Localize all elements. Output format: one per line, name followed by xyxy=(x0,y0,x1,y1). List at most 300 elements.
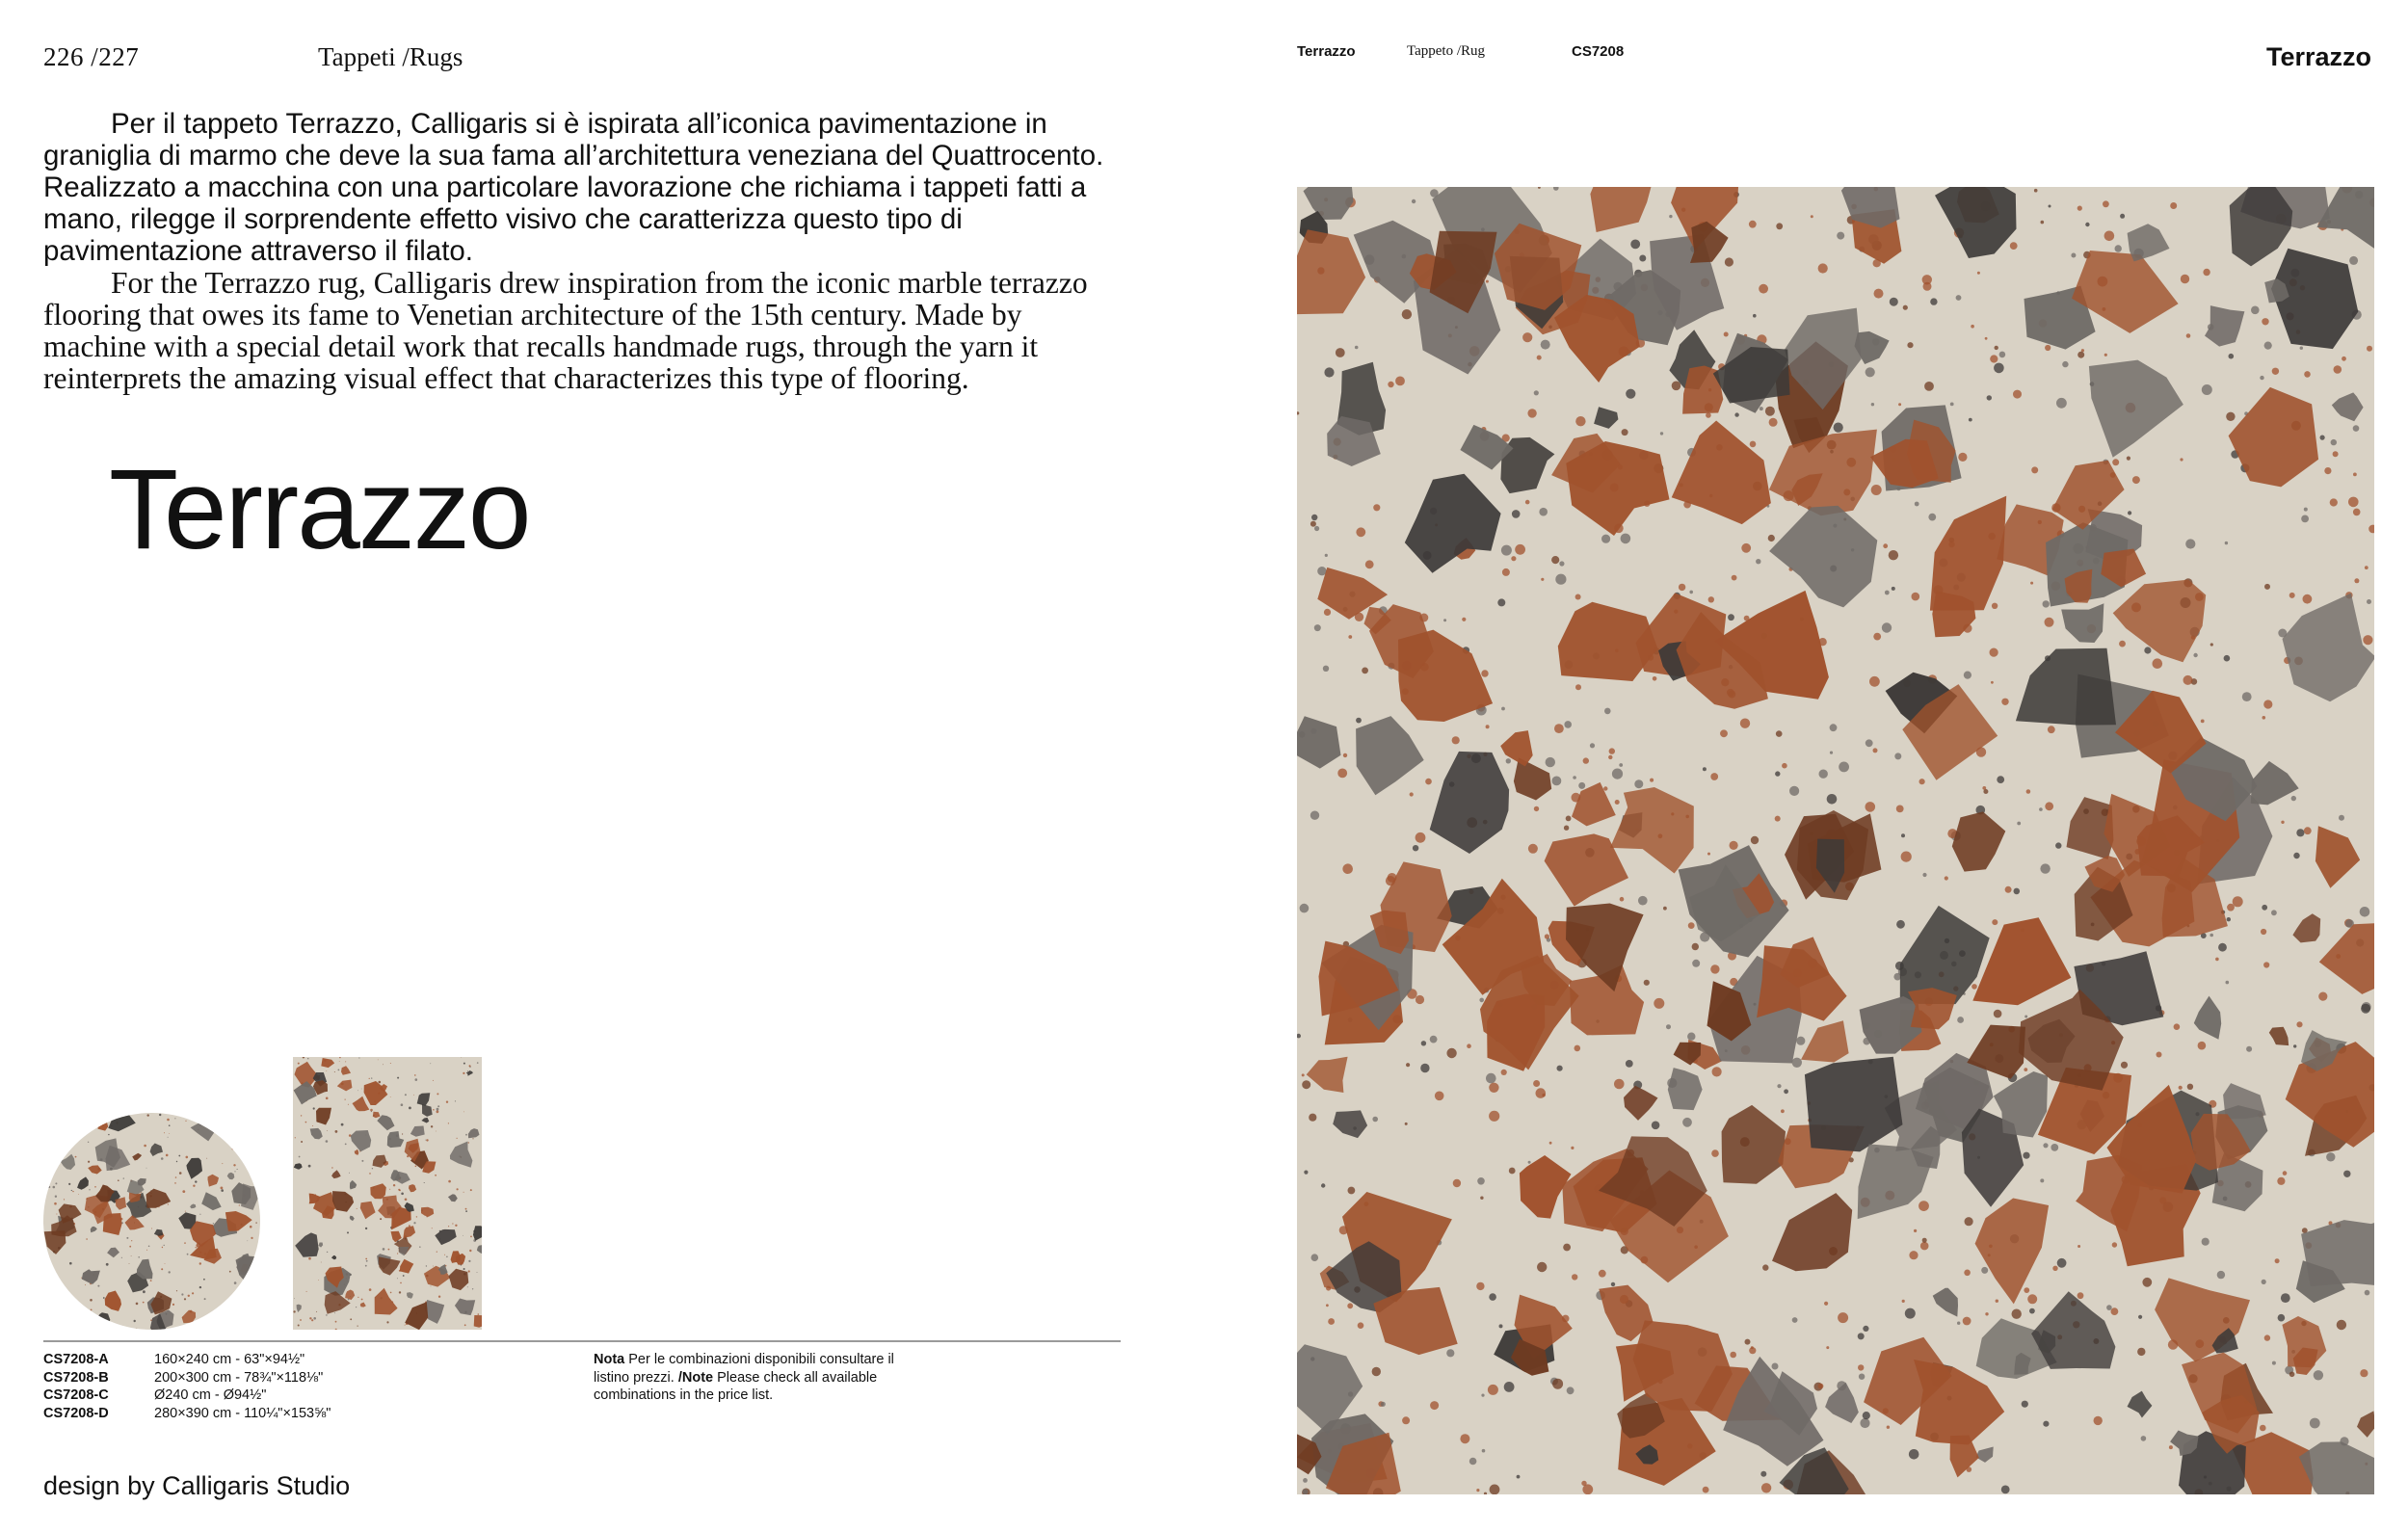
terrazzo-speck xyxy=(463,1192,464,1193)
terrazzo-speck xyxy=(1581,1481,1586,1486)
terrazzo-speck xyxy=(2301,515,2309,523)
terrazzo-speck xyxy=(2304,508,2308,512)
terrazzo-speck xyxy=(146,1168,147,1169)
terrazzo-speck xyxy=(2304,371,2311,378)
terrazzo-speck xyxy=(399,1190,401,1192)
terrazzo-speck xyxy=(307,1058,308,1059)
terrazzo-chip xyxy=(253,1122,260,1129)
terrazzo-speck xyxy=(293,1310,295,1312)
terrazzo-speck xyxy=(55,1182,57,1184)
terrazzo-speck xyxy=(1919,779,1925,784)
terrazzo-speck xyxy=(1608,755,1612,759)
terrazzo-speck xyxy=(2104,231,2115,242)
terrazzo-chip xyxy=(223,1306,227,1310)
terrazzo-speck xyxy=(401,1103,404,1106)
terrazzo-speck xyxy=(1956,295,1962,301)
spec-size: 200×300 cm - 78¾"×118⅛" xyxy=(154,1369,324,1386)
terrazzo-speck xyxy=(143,1290,146,1293)
terrazzo-speck xyxy=(2363,635,2372,645)
terrazzo-speck xyxy=(196,1247,197,1248)
terrazzo-speck xyxy=(358,1058,359,1059)
terrazzo-speck xyxy=(1522,332,1532,342)
terrazzo-speck xyxy=(2354,578,2359,583)
terrazzo-speck xyxy=(1792,1317,1798,1323)
terrazzo-speck xyxy=(1563,1244,1571,1252)
terrazzo-speck xyxy=(88,1142,89,1143)
terrazzo-speck xyxy=(2141,1436,2147,1441)
terrazzo-speck xyxy=(1963,1317,1971,1326)
terrazzo-speck xyxy=(174,1118,175,1119)
terrazzo-speck xyxy=(252,1113,254,1115)
terrazzo-speck xyxy=(1358,1322,1364,1329)
terrazzo-speck xyxy=(1302,1080,1310,1089)
terrazzo-speck xyxy=(1725,257,1733,266)
terrazzo-speck xyxy=(399,1291,401,1293)
terrazzo-speck xyxy=(2210,643,2213,646)
note xyxy=(594,1351,912,1405)
terrazzo-speck xyxy=(1964,1270,1971,1277)
section-label: Tappeti /Rugs xyxy=(318,42,463,71)
note-text-it: Per le combinazioni disponibili consultare il listino prezzi. xyxy=(594,1352,894,1386)
terrazzo-speck xyxy=(1890,298,1898,306)
terrazzo-speck xyxy=(1372,1117,1378,1123)
terrazzo-speck xyxy=(1348,635,1352,639)
terrazzo-speck xyxy=(1784,1089,1788,1094)
terrazzo-speck xyxy=(251,1298,252,1299)
terrazzo-speck xyxy=(1922,275,1932,284)
terrazzo-speck xyxy=(62,1113,63,1114)
terrazzo-speck xyxy=(347,1231,349,1233)
terrazzo-speck xyxy=(1957,1322,1960,1325)
terrazzo-speck xyxy=(350,1318,352,1320)
terrazzo-speck xyxy=(361,1089,362,1090)
terrazzo-speck xyxy=(2112,1242,2117,1247)
terrazzo-speck xyxy=(1945,876,1948,880)
terrazzo-speck xyxy=(312,1125,313,1126)
terrazzo-speck xyxy=(247,1240,248,1241)
terrazzo-speck xyxy=(370,1109,373,1112)
terrazzo-speck xyxy=(2014,888,2021,895)
terrazzo-speck xyxy=(204,1298,206,1300)
terrazzo-speck xyxy=(463,1072,464,1074)
terrazzo-speck xyxy=(1476,1489,1479,1492)
terrazzo-speck xyxy=(234,1171,235,1172)
terrazzo-speck xyxy=(298,1325,300,1327)
terrazzo-speck xyxy=(1990,355,1998,362)
terrazzo-speck xyxy=(361,1299,363,1301)
terrazzo-speck xyxy=(318,1280,319,1281)
terrazzo-speck xyxy=(2041,221,2045,225)
terrazzo-speck xyxy=(326,1097,329,1100)
terrazzo-speck xyxy=(463,1063,465,1065)
terrazzo-speck xyxy=(1896,920,1905,929)
terrazzo-speck xyxy=(1893,973,1901,981)
terrazzo-speck xyxy=(2275,1258,2280,1263)
terrazzo-speck xyxy=(1323,666,1329,672)
terrazzo-speck xyxy=(79,1138,81,1140)
terrazzo-speck xyxy=(129,1246,131,1248)
terrazzo-speck xyxy=(334,1312,335,1313)
terrazzo-speck xyxy=(1552,777,1562,786)
terrazzo-speck xyxy=(222,1163,223,1164)
terrazzo-speck xyxy=(164,1245,165,1246)
terrazzo-speck xyxy=(331,1167,332,1168)
terrazzo-speck xyxy=(1885,591,1890,595)
terrazzo-speck xyxy=(1497,598,1505,606)
terrazzo-speck xyxy=(71,1190,72,1191)
terrazzo-speck xyxy=(86,1238,88,1240)
terrazzo-speck xyxy=(2180,458,2183,461)
terrazzo-speck xyxy=(106,1263,109,1266)
terrazzo-speck xyxy=(1501,1070,1507,1075)
terrazzo-speck xyxy=(1567,1387,1574,1394)
terrazzo-speck xyxy=(1830,724,1838,731)
terrazzo-speck xyxy=(2115,245,2122,251)
terrazzo-speck xyxy=(1430,1401,1439,1410)
terrazzo-speck xyxy=(2027,1294,2037,1304)
terrazzo-speck xyxy=(1692,960,1700,967)
terrazzo-chip xyxy=(50,1285,62,1298)
terrazzo-speck xyxy=(1501,545,1512,556)
terrazzo-speck xyxy=(254,1116,255,1117)
terrazzo-speck xyxy=(65,1299,66,1300)
terrazzo-speck xyxy=(1896,806,1904,813)
terrazzo-speck xyxy=(55,1196,57,1198)
terrazzo-speck xyxy=(2233,896,2243,907)
terrazzo-speck xyxy=(1985,1312,1988,1315)
terrazzo-speck xyxy=(2278,1314,2286,1322)
terrazzo-speck xyxy=(413,1222,415,1224)
terrazzo-speck xyxy=(85,1284,86,1285)
terrazzo-speck xyxy=(188,1118,189,1119)
terrazzo-speck xyxy=(470,1236,472,1238)
terrazzo-speck xyxy=(136,1303,139,1306)
terrazzo-chip xyxy=(248,1142,259,1159)
terrazzo-speck xyxy=(469,1250,471,1252)
terrazzo-speck xyxy=(1765,407,1775,416)
terrazzo-speck xyxy=(2218,943,2227,952)
terrazzo-speck xyxy=(143,1302,145,1304)
terrazzo-speck xyxy=(2314,1370,2323,1380)
terrazzo-speck xyxy=(2013,390,2022,399)
terrazzo-speck xyxy=(1751,836,1759,844)
terrazzo-speck xyxy=(2353,473,2357,477)
terrazzo-speck xyxy=(436,1131,437,1132)
terrazzo-speck xyxy=(390,1292,392,1294)
terrazzo-speck xyxy=(1336,348,1345,357)
terrazzo-speck xyxy=(345,1061,346,1062)
terrazzo-speck xyxy=(1858,1333,1865,1339)
terrazzo-speck xyxy=(457,1138,458,1139)
terrazzo-speck xyxy=(463,1268,465,1270)
terrazzo-speck xyxy=(1653,676,1657,681)
terrazzo-speck xyxy=(1781,1109,1785,1113)
terrazzo-speck xyxy=(366,1260,368,1262)
terrazzo-speck xyxy=(131,1240,132,1241)
terrazzo-speck xyxy=(2077,206,2082,211)
right-page-title: Terrazzo xyxy=(2265,42,2371,71)
terrazzo-speck xyxy=(2012,1309,2022,1319)
terrazzo-speck xyxy=(397,1278,398,1279)
terrazzo-speck xyxy=(2360,1369,2368,1377)
terrazzo-speck xyxy=(50,1281,51,1282)
terrazzo-speck xyxy=(203,1279,205,1281)
terrazzo-speck xyxy=(1566,816,1572,822)
terrazzo-speck xyxy=(2119,641,2126,647)
terrazzo-speck xyxy=(1413,845,1418,851)
terrazzo-speck xyxy=(1541,578,1544,581)
terrazzo-speck xyxy=(1583,757,1589,763)
terrazzo-speck xyxy=(365,1258,367,1260)
terrazzo-speck xyxy=(1883,543,1888,548)
terrazzo-speck xyxy=(199,1286,201,1288)
terrazzo-speck xyxy=(1898,403,1901,406)
terrazzo-speck xyxy=(169,1133,170,1134)
terrazzo-speck xyxy=(2010,242,2018,250)
spec-code: CS7208-D xyxy=(43,1405,109,1421)
terrazzo-speck xyxy=(221,1187,224,1190)
terrazzo-speck xyxy=(1750,441,1757,448)
terrazzo-speck xyxy=(2263,700,2272,708)
terrazzo-speck xyxy=(1324,609,1331,616)
terrazzo-speck xyxy=(2049,205,2051,208)
intro-italian: Per il tappeto Terrazzo, Calligaris si è ispirata all’iconica pavimentazione in graniglia di marmo che deve la sua fama all’architettura veneziana del Quattrocento. Realizzato a macchina con una particolare lavorazione che richiama i tappeti fatti a mano, rilegge il sorprendente effetto visivo che caratterizza questo tipo di pavimentazione attraverso il filato. xyxy=(43,108,1104,267)
terrazzo-speck xyxy=(1995,346,1998,350)
terrazzo-speck xyxy=(2271,910,2277,915)
terrazzo-speck xyxy=(402,1133,403,1134)
terrazzo-speck xyxy=(463,1112,464,1113)
terrazzo-speck xyxy=(176,1290,177,1291)
terrazzo-speck xyxy=(1311,1254,1319,1261)
terrazzo-speck xyxy=(2052,1266,2057,1271)
terrazzo-speck xyxy=(1994,1010,2002,1018)
terrazzo-speck xyxy=(1751,1346,1754,1349)
terrazzo-speck xyxy=(1830,752,1833,754)
terrazzo-speck xyxy=(2026,789,2031,794)
terrazzo-speck xyxy=(1402,1416,1410,1424)
terrazzo-speck xyxy=(75,1156,77,1158)
terrazzo-speck xyxy=(1824,1302,1828,1306)
terrazzo-speck xyxy=(239,1204,240,1205)
terrazzo-speck xyxy=(1324,367,1334,377)
terrazzo-speck xyxy=(1777,1084,1781,1088)
terrazzo-speck xyxy=(1425,779,1432,785)
terrazzo-speck xyxy=(2055,842,2061,848)
spec-code: CS7208-A xyxy=(43,1352,109,1367)
terrazzo-speck xyxy=(1421,1041,1426,1045)
terrazzo-speck xyxy=(1863,1326,1868,1332)
terrazzo-speck xyxy=(2048,726,2055,733)
terrazzo-speck xyxy=(229,1271,231,1273)
terrazzo-speck xyxy=(1528,1161,1531,1164)
terrazzo-speck xyxy=(65,1301,66,1302)
terrazzo-speck xyxy=(1756,559,1760,564)
terrazzo-speck xyxy=(1981,1267,1988,1274)
terrazzo-speck xyxy=(1874,289,1884,299)
terrazzo-speck xyxy=(426,1139,428,1141)
terrazzo-speck xyxy=(2261,929,2266,935)
terrazzo-speck xyxy=(327,1252,328,1253)
terrazzo-speck xyxy=(1724,332,1729,337)
terrazzo-speck xyxy=(2303,594,2313,604)
terrazzo-speck xyxy=(1866,367,1875,377)
terrazzo-speck xyxy=(1555,574,1566,585)
terrazzo-speck xyxy=(1912,593,1920,601)
terrazzo-speck xyxy=(1990,648,1998,657)
terrazzo-speck xyxy=(2024,1287,2029,1293)
terrazzo-speck xyxy=(2085,223,2089,226)
terrazzo-speck xyxy=(2367,599,2371,604)
terrazzo-speck xyxy=(172,1304,174,1306)
terrazzo-speck xyxy=(311,1319,313,1321)
terrazzo-speck xyxy=(1337,769,1347,779)
terrazzo-speck xyxy=(1326,1304,1329,1307)
terrazzo-speck xyxy=(2300,347,2303,350)
terrazzo-speck xyxy=(1347,1303,1353,1308)
terrazzo-speck xyxy=(321,1262,322,1263)
terrazzo-speck xyxy=(2111,1307,2119,1315)
terrazzo-speck xyxy=(1310,521,1316,527)
terrazzo-speck xyxy=(2001,1486,2010,1494)
terrazzo-speck xyxy=(478,1313,480,1315)
terrazzo-speck xyxy=(2157,1052,2162,1058)
terrazzo-speck xyxy=(1749,221,1757,228)
terrazzo-speck xyxy=(380,1218,382,1220)
terrazzo-speck xyxy=(199,1262,201,1264)
terrazzo-speck xyxy=(1430,1036,1438,1043)
terrazzo-speck xyxy=(448,1180,451,1183)
terrazzo-speck xyxy=(2051,1144,2058,1151)
terrazzo-speck xyxy=(1634,779,1643,788)
terrazzo-speck xyxy=(206,1329,208,1331)
terrazzo-speck xyxy=(2272,368,2279,375)
terrazzo-speck xyxy=(1614,1079,1625,1090)
terrazzo-speck xyxy=(1564,826,1569,831)
terrazzo-speck xyxy=(357,1090,358,1091)
terrazzo-speck xyxy=(2224,655,2231,662)
terrazzo-speck xyxy=(1871,485,1882,495)
terrazzo-speck xyxy=(118,1179,119,1181)
terrazzo-speck xyxy=(1663,907,1667,911)
terrazzo-speck xyxy=(433,1080,434,1081)
terrazzo-speck xyxy=(1708,596,1714,602)
terrazzo-speck xyxy=(431,1286,432,1287)
terrazzo-speck xyxy=(1776,730,1783,737)
terrazzo-speck xyxy=(175,1176,177,1178)
terrazzo-speck xyxy=(2183,675,2193,685)
terrazzo-speck xyxy=(1575,416,1585,426)
terrazzo-speck xyxy=(2365,1290,2370,1296)
terrazzo-speck xyxy=(215,1321,218,1324)
terrazzo-speck xyxy=(2137,1348,2145,1356)
terrazzo-speck xyxy=(1914,1229,1917,1232)
terrazzo-speck xyxy=(1406,1063,1410,1067)
terrazzo-speck xyxy=(405,1325,406,1326)
terrazzo-speck xyxy=(1839,762,1849,773)
terrazzo-speck xyxy=(1405,1123,1408,1125)
terrazzo-speck xyxy=(397,1253,398,1254)
terrazzo-speck xyxy=(1819,770,1828,779)
terrazzo-speck xyxy=(1536,1088,1547,1098)
terrazzo-speck xyxy=(1420,1064,1429,1072)
terrazzo-speck xyxy=(1922,873,1926,877)
terrazzo-speck xyxy=(2226,412,2235,421)
terrazzo-speck xyxy=(2264,584,2270,590)
terrazzo-speck xyxy=(2262,1280,2266,1284)
terrazzo-speck xyxy=(1356,718,1362,724)
rectangular-rug-thumbnail xyxy=(293,1057,482,1330)
terrazzo-speck xyxy=(1355,346,1359,350)
terrazzo-speck xyxy=(1511,556,1516,561)
terrazzo-speck xyxy=(1604,708,1611,715)
terrazzo-speck xyxy=(465,1134,467,1136)
terrazzo-speck xyxy=(129,1114,131,1116)
terrazzo-speck xyxy=(1734,412,1738,416)
terrazzo-speck xyxy=(1985,337,1988,340)
terrazzo-speck xyxy=(2217,1271,2225,1279)
terrazzo-speck xyxy=(184,1298,186,1300)
terrazzo-speck xyxy=(91,1309,93,1311)
spec-divider xyxy=(43,1340,1121,1342)
terrazzo-speck xyxy=(389,1189,390,1190)
terrazzo-speck xyxy=(1534,806,1539,811)
terrazzo-speck xyxy=(1612,769,1623,779)
terrazzo-speck xyxy=(316,1311,317,1312)
terrazzo-speck xyxy=(446,1256,448,1258)
terrazzo-speck xyxy=(1362,668,1368,674)
terrazzo-speck xyxy=(1309,1114,1316,1122)
terrazzo-speck xyxy=(48,1186,50,1188)
terrazzo-speck xyxy=(1578,782,1585,789)
spec-row xyxy=(43,1387,331,1405)
terrazzo-speck xyxy=(1486,725,1490,728)
terrazzo-speck xyxy=(1489,1111,1499,1122)
terrazzo-speck xyxy=(161,1268,163,1270)
terrazzo-speck xyxy=(415,1166,417,1168)
terrazzo-speck xyxy=(334,1071,335,1072)
terrazzo-speck xyxy=(386,1321,388,1323)
terrazzo-speck xyxy=(164,1132,165,1133)
terrazzo-speck xyxy=(1489,1293,1496,1301)
terrazzo-speck xyxy=(472,1288,473,1289)
terrazzo-speck xyxy=(1760,407,1763,410)
terrazzo-speck xyxy=(2360,907,2370,917)
product-title: Terrazzo xyxy=(109,446,530,573)
terrazzo-speck xyxy=(369,1288,372,1291)
terrazzo-speck xyxy=(131,1255,132,1256)
terrazzo-speck xyxy=(150,1280,152,1281)
terrazzo-speck xyxy=(94,1186,96,1188)
terrazzo-speck xyxy=(1373,504,1380,511)
terrazzo-speck xyxy=(414,1074,416,1076)
terrazzo-chip xyxy=(103,1213,122,1235)
terrazzo-speck xyxy=(1818,1384,1824,1389)
terrazzo-speck xyxy=(433,1109,435,1111)
terrazzo-speck xyxy=(2310,1418,2320,1429)
terrazzo-speck xyxy=(2262,905,2267,911)
terrazzo-speck xyxy=(258,1201,260,1203)
note-text-en: Please check all available combinations in the price list. xyxy=(594,1369,878,1403)
terrazzo-speck xyxy=(2337,1320,2346,1330)
header-product-name: Terrazzo xyxy=(1297,43,1356,60)
terrazzo-speck xyxy=(199,1327,201,1329)
terrazzo-speck xyxy=(1410,792,1414,796)
terrazzo-speck xyxy=(215,1129,217,1131)
terrazzo-speck xyxy=(1525,500,1530,505)
terrazzo-speck xyxy=(1539,508,1548,516)
terrazzo-speck xyxy=(365,1228,367,1229)
terrazzo-speck xyxy=(306,1291,307,1292)
